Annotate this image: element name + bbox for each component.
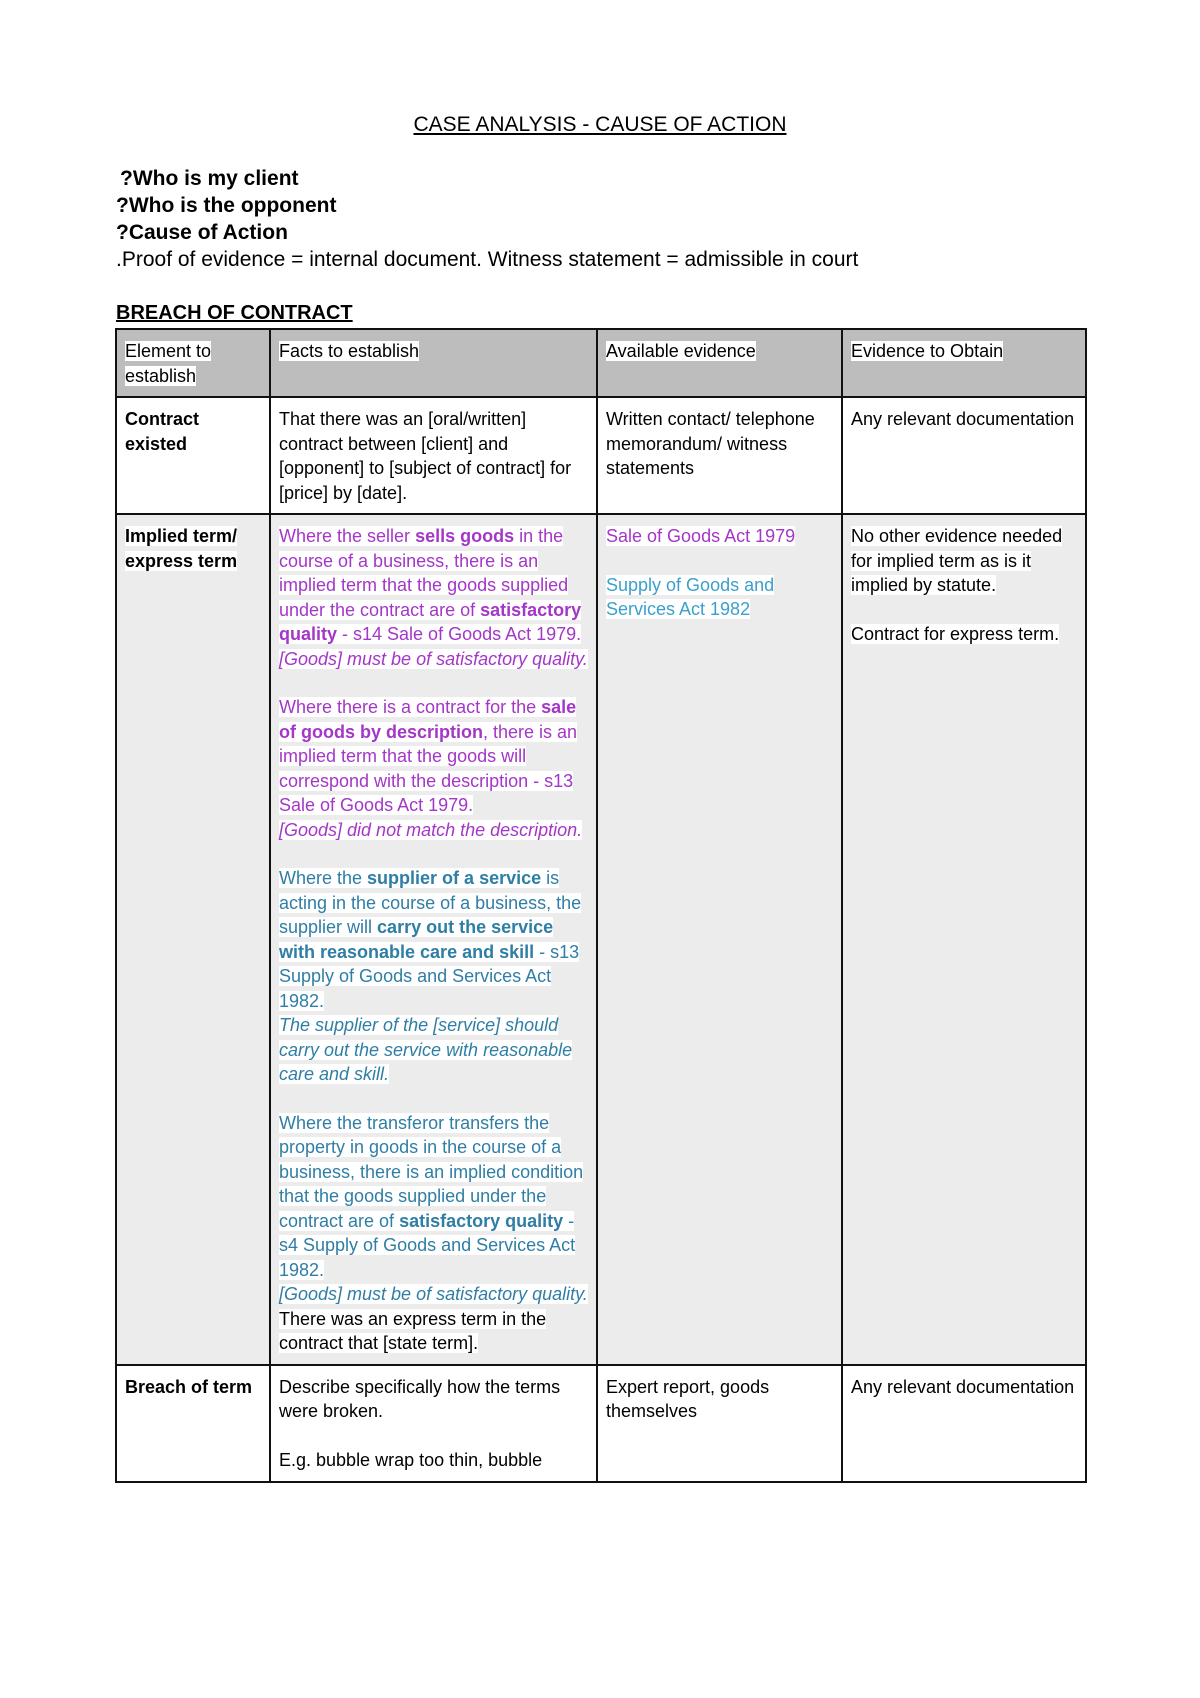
element-cell: [116, 1365, 270, 1482]
available-text: Written contact/ telephone memorandum/ witness statements: [606, 409, 815, 478]
question-client: ?Who is my client: [120, 167, 299, 190]
paragraph-s13-description: Where there is a contract for the sale of goods by description, there is an implied term that the goods will correspond with the description - s13 Sale of Goods Act 1979. [Goods] did not match the description.: [279, 697, 583, 840]
facts-cell: [270, 514, 597, 1365]
available-cell: [597, 1365, 842, 1482]
question-opponent: ?Who is the opponent: [116, 194, 337, 217]
obtain-text: Any relevant documentation: [851, 409, 1075, 429]
available-cell: [597, 514, 842, 1365]
element-label: Implied term/ express term: [125, 526, 238, 571]
obtain-text: Any relevant documentation: [851, 1376, 1075, 1397]
available-cell: [597, 397, 842, 514]
table-row: [116, 514, 1086, 1365]
proof-of-evidence-note: .Proof of evidence = internal document. Witness statement = admissible in court: [116, 248, 859, 271]
express-term-text: There was an express term in the contract that [state term].: [279, 1308, 547, 1353]
header-obtain: Evidence to Obtain: [851, 341, 1004, 361]
facts-text: That there was an [oral/written] contract between [client] and [opponent] to [subject of contract] for [price] by [date].: [279, 409, 572, 503]
paragraph-s13-service: Where the supplier of a service is acting in the course of a business, the supplier will carry out the service with reasonable care and skill - s13 Supply of Goods and Services Act 1982. The supplier of the [service] should carry out the service with reasonable care and skill.: [279, 868, 582, 1084]
table-row: [116, 397, 1086, 514]
header-cell: [842, 329, 1086, 397]
obtain-cell: [842, 397, 1086, 514]
breach-of-contract-table: [115, 328, 1087, 1483]
element-label: Contract existed: [125, 409, 200, 454]
section-heading: BREACH OF CONTRACT: [116, 302, 353, 324]
available-sga: Sale of Goods Act 1979: [606, 526, 796, 546]
table-row: [116, 1365, 1086, 1482]
facts-cell: [270, 1365, 597, 1482]
facts-cell: [270, 397, 597, 514]
header-facts: Facts to establish: [279, 341, 420, 361]
page-title: CASE ANALYSIS - CAUSE OF ACTION: [413, 113, 787, 136]
element-cell: [116, 397, 270, 514]
header-available: Available evidence: [606, 341, 756, 361]
header-cell: [116, 329, 270, 397]
table-header-row: [116, 329, 1086, 397]
question-cause-of-action: ?Cause of Action: [116, 221, 288, 244]
header-element: Element to establish: [125, 341, 212, 386]
available-sgsa: Supply of Goods and Services Act 1982: [606, 574, 775, 619]
header-cell: [270, 329, 597, 397]
obtain-express: Contract for express term.: [851, 623, 1060, 644]
element-cell: [116, 514, 270, 1365]
obtain-cell: [842, 1365, 1086, 1482]
available-text: Expert report, goods themselves: [606, 1376, 770, 1421]
paragraph-s4: Where the transferor transfers the property in goods in the course of a business, there is an implied condition that the goods supplied under the contract are of satisfactory quality - s4 Supply of Goods and Services Act 1982. [Goods] must be of satisfactory quality. There was an express term in the contract that [state term].: [279, 1112, 588, 1353]
paragraph-s14: Where the seller sells goods in the course of a business, there is an implied term that the goods supplied under the contract are of satisfactory quality - s14 Sale of Goods Act 1979. [Goods] must be of satisfactory quality.: [279, 526, 588, 669]
obtain-cell: [842, 514, 1086, 1365]
header-cell: [597, 329, 842, 397]
element-label: Breach of term: [125, 1376, 253, 1397]
obtain-implied: No other evidence needed for implied term as is it implied by statute.: [851, 526, 1063, 595]
facts-example: E.g. bubble wrap too thin, bubble: [279, 1449, 543, 1470]
facts-text: Describe specifically how the terms were broken.: [279, 1376, 561, 1421]
